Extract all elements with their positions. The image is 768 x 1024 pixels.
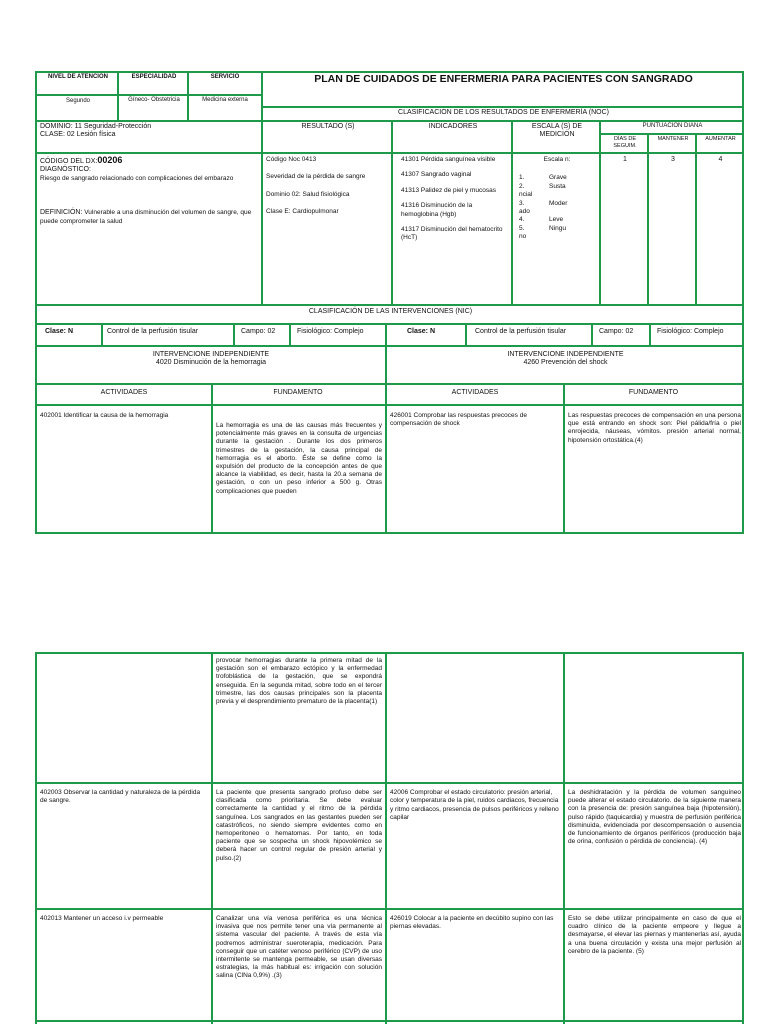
puntuacion-dias: 1 xyxy=(623,156,627,163)
nic-right-clase: Clase: N xyxy=(407,328,436,335)
grid-line xyxy=(187,73,189,120)
grid-line xyxy=(37,304,744,306)
indicador-item: 41317 Disminución del hematocrito (HcT) xyxy=(401,226,503,242)
activity-empty xyxy=(387,654,563,778)
fundamento-left-header: FUNDAMENTO xyxy=(273,389,323,396)
nic-left-campo: Campo: 02 xyxy=(241,328,276,335)
spacer xyxy=(40,183,260,209)
actividades-left-header: ACTIVIDADES xyxy=(100,389,148,396)
def-text: Vulnerable a una disminución del volumen de sangre, que puede comprometer la salud xyxy=(40,209,252,225)
grid-line xyxy=(591,323,593,345)
grid-line xyxy=(385,654,387,1024)
grid-line xyxy=(385,323,387,534)
dominio-text xyxy=(37,122,263,152)
activity-402003: 402003 Observar la cantidad y naturaleza de la pérdida de sangre. xyxy=(40,789,201,805)
code-label: CÓDIGO DEL DX: xyxy=(40,158,98,165)
resultado-nombre: Severidad de la pérdida de sangre xyxy=(266,173,366,181)
fundamento-right-header: FUNDAMENTO xyxy=(628,389,679,396)
escala-row xyxy=(519,200,595,208)
nic-title: CLASIFICACIÓN DE LAS INTERVENCIONES (NIC) xyxy=(308,308,473,315)
grid-line xyxy=(37,383,744,385)
activity-426019: 426019 Colocar a la paciente en decúbito supino con las piernas elevadas. xyxy=(390,915,554,931)
clase-line: CLASE: 02 Lesión física xyxy=(40,131,116,139)
activity-402001: 402001 Identificar la causa de la hemorragia xyxy=(40,412,169,419)
grid-line xyxy=(649,323,651,345)
escala-cell xyxy=(513,154,601,304)
fundamento-426019: Esto se debe utilizar principalmente en caso de que el cuadro clínico de la paciente empeore y llegue a desmayarse, el elevar las piernas y mantenerlas así, ayuda a una buena circulación y exista una mejor perfusión al cerebro de la paciente. (5) xyxy=(568,915,741,955)
grid-line xyxy=(599,120,601,304)
grid-line xyxy=(261,106,744,108)
resultado-label: RESULTADO (S) xyxy=(301,123,355,130)
escala-row xyxy=(519,191,595,199)
code-value: 00206 xyxy=(97,155,123,165)
indicador-item: 41307 Sangrado vaginal xyxy=(401,171,472,179)
interv-right xyxy=(387,350,744,376)
indicadores-cell xyxy=(393,154,513,304)
resultado-dominio: Dominio 02: Salud fisiológica xyxy=(266,190,350,198)
escala-txt: Leve xyxy=(549,216,564,224)
interv-right-title: INTERVENCIONE INDEPENDIENTE xyxy=(507,351,624,358)
grid-line xyxy=(37,345,744,347)
grid-line xyxy=(117,73,119,120)
nivel-value: Segundo xyxy=(65,98,91,104)
puntuacion-label: PUNTUACIÓN DIANA xyxy=(642,123,703,129)
grid-line xyxy=(37,1020,744,1022)
actividades-right-header: ACTIVIDADES xyxy=(451,389,499,396)
grid-line xyxy=(37,152,744,154)
fundamento-402013: Canalizar una vía venosa periférica es una técnica invasiva que nos permite tener una vía permanente al sistema vascular del paciente. A través de esta vía podremos administrar sueroterapia, medicación. Para conseguir que un catéter venoso periférico (CVP) de uso intermitente se mantenga permeable, se usan diversas estrategias, la más habitual es: irrigación con solución salina (ClNa 0,9%) .(3) xyxy=(216,915,382,980)
nic-right-fisiologico: Fisiológico: Complejo xyxy=(657,328,724,335)
activity-426001: 426001 Comprobar las respuestas precoces de compensación de shock xyxy=(390,412,527,428)
escala-txt: Ningu xyxy=(549,224,566,232)
dominio-line: DOMINIO: 11 Seguridad-Protección xyxy=(40,123,152,130)
grid-line xyxy=(695,133,697,304)
diag-label: DIAGNÓSTICO: xyxy=(40,166,91,174)
escala-row xyxy=(519,174,595,182)
grid-line xyxy=(465,323,467,345)
grid-line xyxy=(391,120,393,304)
escala-num: 4. xyxy=(519,216,525,224)
interv-right-sub: 4260 Prevención del shock xyxy=(523,359,608,367)
grid-line xyxy=(37,908,744,910)
escala-num: 1. xyxy=(519,174,525,182)
grid-line xyxy=(563,654,565,1024)
escala-row xyxy=(519,225,595,233)
def-label: DEFINICIÓN: xyxy=(40,209,83,217)
grid-line xyxy=(211,383,213,534)
grid-line xyxy=(647,133,649,304)
escala-num: ado xyxy=(519,208,530,216)
fundamento-402003: La paciente que presenta sangrado profuso debe ser clasificada como prioritaria. Se debe evaluar correctamente la cantidad y el ritmo de la pérdida sanguínea. Los sangrados en las gestantes pueden ser catastróficos, no siendo siempre evidentes como en hemoperitoneo o hematomas. Por tanto, en toda paciente que se sospecha un shock hipovolémico se deberá hacer un control regular de presión arterial y pulso.(2) xyxy=(216,789,382,862)
escala-num: ncial xyxy=(519,191,533,199)
grid-line xyxy=(289,323,291,345)
nic-right-campo: Campo: 02 xyxy=(599,328,634,335)
noc-title: CLASIFICACIÓN DE LOS RESULTADOS DE ENFERMERÍA (NOC) xyxy=(398,109,609,116)
nic-left-fisiologico: Fisiológico: Complejo xyxy=(297,328,364,335)
interv-left-title: INTERVENCIONE INDEPENDIENTE xyxy=(152,351,270,358)
diagnosis-code-line xyxy=(40,156,260,166)
servicio-label: SERVICIO xyxy=(210,74,240,80)
escala-txt: Susta xyxy=(549,182,566,190)
escala-label: ESCALA (S) DE MEDICIÓN xyxy=(531,123,583,139)
nic-left-control: Control de la perfusión tisular xyxy=(107,328,199,335)
fundamento-426001: Las respuestas precoces de compensación en una persona que está entrando en shock son: Piel pálida/fría o piel enrojecida, náuseas, vómitos. presión arterial normal, hipotensión ortostática.(4) xyxy=(568,412,741,444)
care-plan-page-2 xyxy=(35,652,744,1024)
grid-line xyxy=(599,133,744,135)
fundamento-42006: La deshidratación y la pérdida de volumen sanguíneo puede alterar el estado circulatorio. de la siguiente manera con la presencia de: presión sanguínea baja (hipotensión), pulso rápido (taquicardia) y muestra de perfusión periférica disminuida, evidenciada por descompensación o ausencia de funcionamiento de órganos periféricos (producción baja de orina, confusión o pérdida de conciencia). (4) xyxy=(568,789,741,846)
indicador-item: 41313 Palidez de piel y mucosas xyxy=(401,186,497,194)
definicion xyxy=(40,209,260,226)
escala-title: Escala n: xyxy=(543,156,571,163)
especialidad-label: ESPECIALIDAD xyxy=(131,74,177,80)
interv-left xyxy=(37,350,385,376)
diag-text: Riesgo de sangrado relacionado con complicaciones del embarazo xyxy=(40,174,234,182)
resultado-cell xyxy=(263,154,393,304)
activity-empty xyxy=(37,654,211,778)
fundamento-empty xyxy=(565,654,744,778)
grid-line xyxy=(563,383,565,534)
puntuacion-mantener: 3 xyxy=(671,156,675,163)
grid-line xyxy=(37,94,261,96)
grid-line xyxy=(101,323,103,345)
dias-label: DÍAS DE SEGUIM. xyxy=(613,136,637,149)
escala-txt: Grave xyxy=(549,174,567,182)
fundamento-402001: La hemorragia es una de las causas más frecuentes y potencialmente más graves en la consulta de urgencias durante la gestación . Durante los dos primeros trimestres de la gestación, la causa principal de hemorragia es el aborto. Éste se define como la expulsión del producto de la concepción antes de que alcance la viabilidad, es decir, hasta la 20.a semana de gestación, o con un peso inferior a 500 g. Otras complicaciones que pueden xyxy=(216,422,382,495)
escala-row xyxy=(519,216,595,224)
nivel-label: NIVEL DE ATENCIÓN xyxy=(48,74,108,80)
servicio-value: Medicina externa xyxy=(202,97,248,103)
nic-right-control: Control de la perfusión tisular xyxy=(475,328,567,335)
grid-line xyxy=(37,782,744,784)
escala-num: 2. xyxy=(519,182,525,190)
nic-left-clase: Clase: N xyxy=(45,328,74,335)
escala-num: no xyxy=(519,233,527,241)
mantener-label: MANTENER xyxy=(657,136,689,142)
grid-line xyxy=(211,654,213,1024)
puntuacion-aumentar: 4 xyxy=(718,156,723,163)
interv-left-sub: 4020 Disminución de la hemorragia xyxy=(155,359,267,367)
aumentar-label: AUMENTAR xyxy=(705,136,736,142)
grid-line xyxy=(511,120,513,304)
especialidad-value: Gíneco- Obstetricia xyxy=(128,97,180,103)
resultado-codigo: Código Noc 0413 xyxy=(266,156,317,163)
diagnosis-cell xyxy=(37,154,263,304)
fundamento-continued: provocar hemorragias durante la primera mitad de la gestación son el embarazo ectópico y la enfermedad trofoblástica de la gestación, que se expondrá enseguida. En la segunda mitad, sobre todo en el tercer trimestre, las dos causas principales son la placenta previa y el desprendimiento prematuro de la placenta(1) xyxy=(216,657,382,706)
indicadores-label: INDICADORES xyxy=(428,123,478,130)
indicador-item: 41301 Pérdida sanguínea visible xyxy=(401,156,496,163)
escala-txt: Moder xyxy=(549,199,568,207)
activity-42006: 42006 Comprobar el estado circulatorio: presión arterial, color y temperatura de la piel, ruidos cardiacos, frecuencia y ritmo cardiacos, presencia de pulsos periféricos y relleno capilar xyxy=(390,789,559,822)
grid-line xyxy=(233,323,235,345)
care-plan-page-1 xyxy=(35,71,744,534)
grid-line xyxy=(37,404,744,406)
escala-num: 5. xyxy=(519,224,525,232)
escala-row xyxy=(519,208,595,216)
escala-row xyxy=(519,183,595,191)
escala-row xyxy=(519,233,595,241)
resultado-clase: Clase E: Cardiopulmonar xyxy=(266,208,339,216)
activity-402013: 402013 Mantener un acceso i.v permeable xyxy=(40,915,164,922)
plan-title: PLAN DE CUIDADOS DE ENFERMERIA PARA PACIENTES CON SANGRADO xyxy=(314,74,693,85)
indicador-item: 41316 Disminución de la hemoglobina (Hgb) xyxy=(401,202,473,218)
escala-num: 3. xyxy=(519,199,525,207)
grid-line xyxy=(37,323,744,325)
